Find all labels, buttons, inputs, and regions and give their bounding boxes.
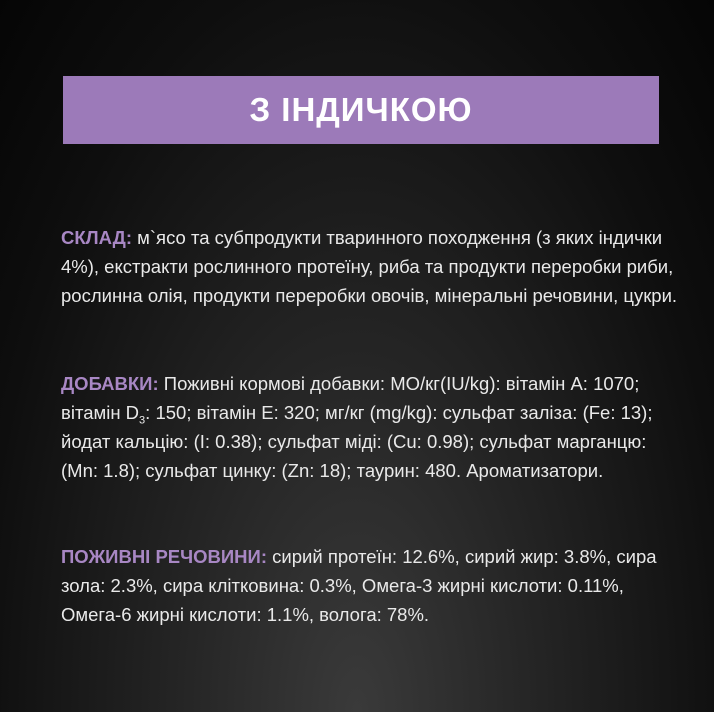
additives-text-part1: Поживні кормові добавки: МО/кг(IU/kg): вітамін A: 1070; вітамін D — [61, 373, 640, 423]
composition-text: м`ясо та субпродукти тваринного походження (з яких індички 4%), екстракти рослинного протеїну, риба та продукти переробки риби, рослинна олія, продукти переробки овочів, мінеральні речовини, цукри. — [61, 227, 678, 306]
nutrients-section — [61, 542, 681, 629]
additives-text-part2: : 150; вітамін E: 320; мг/кг (mg/kg): сульфат заліза: (Fe: 13); йодат кальцію: (I: 0.38); сульфат міді: (Cu: 0.98); сульфат марганцю: (Mn: 1.8); сульфат цинку: (Zn: 18); таурин: 480. Ароматизатори. — [61, 402, 653, 481]
banner-title: З ІНДИЧКОЮ — [249, 91, 473, 128]
composition-section — [61, 223, 681, 310]
nutrients-text: сирий протеїн: 12.6%, сирий жир: 3.8%, сира зола: 2.3%, сира клітковина: 0.3%, Омега-3 жирні кислоти: 0.11%, Омега-6 жирні кислоти: 1.1%, волога: 78%. — [61, 546, 657, 625]
additives-label: ДОБАВКИ: — [61, 373, 159, 394]
vitamin-d-subscript: 3 — [139, 414, 146, 427]
additives-section — [61, 369, 681, 485]
nutrients-label: ПОЖИВНІ РЕЧОВИНИ: — [61, 546, 268, 567]
composition-label: СКЛАД: — [61, 227, 133, 248]
title-banner — [63, 76, 659, 144]
